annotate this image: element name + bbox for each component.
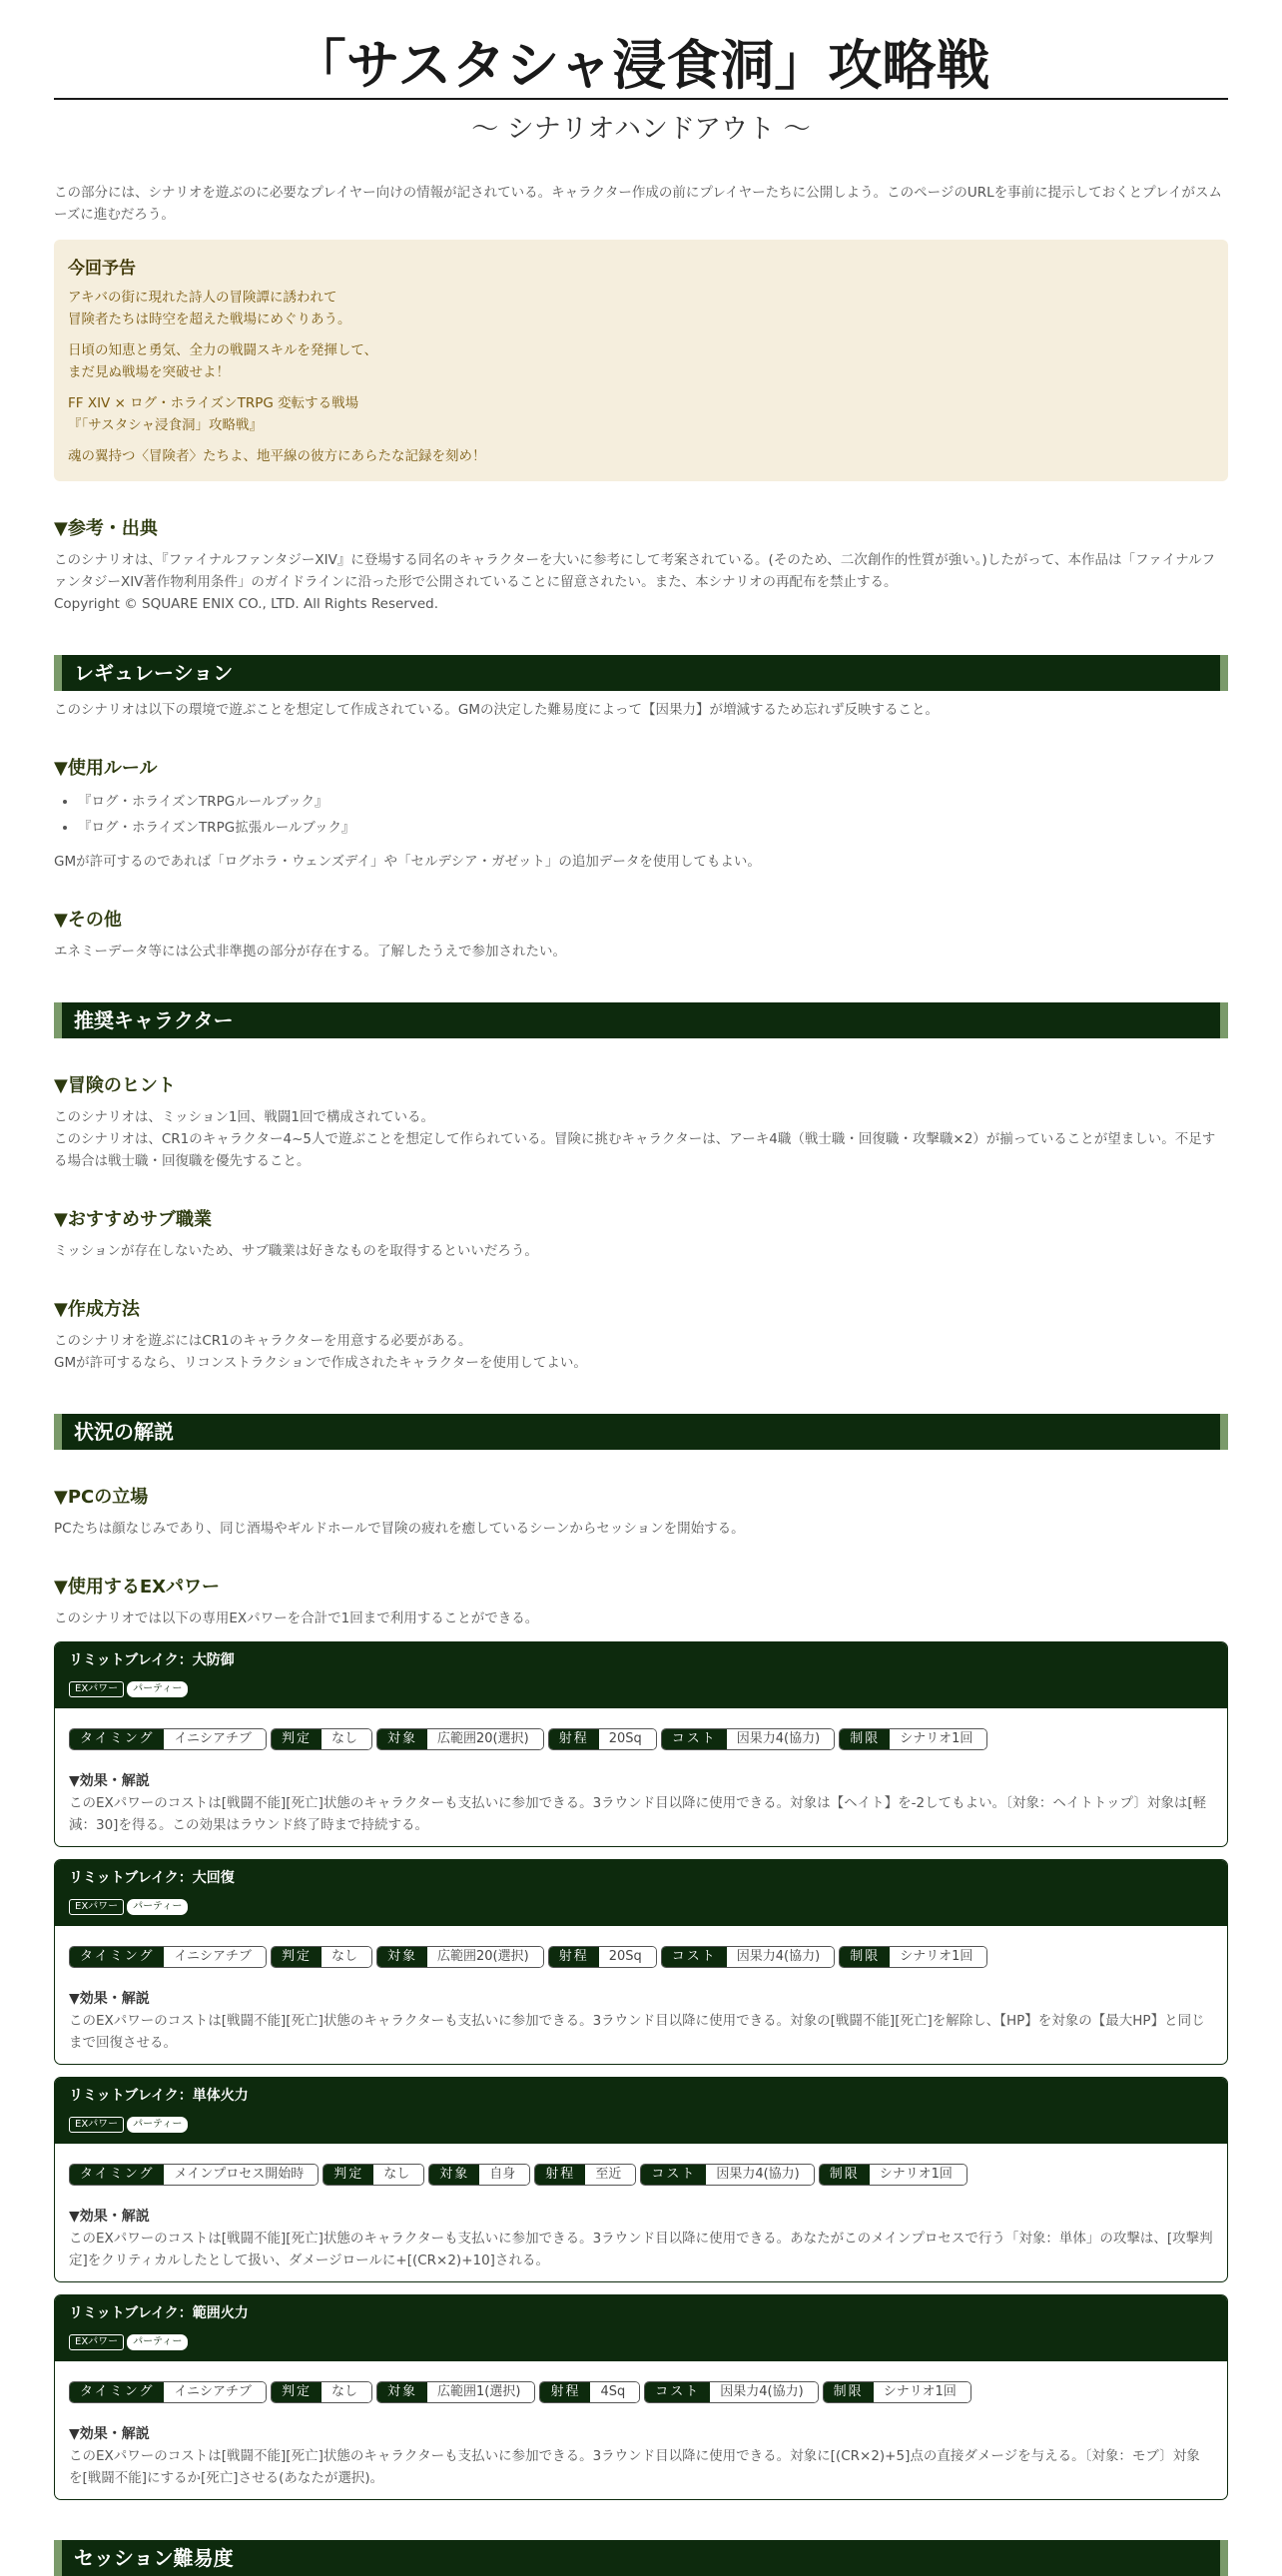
ex-power-card [54, 2294, 1228, 2500]
stat-item [839, 1728, 987, 1750]
stat-label: コスト [641, 2165, 706, 2185]
preview-box [54, 240, 1228, 481]
effect-text: このEXパワーのコストは[戦闘不能][死亡]状態のキャラクターも支払いに参加できる。3ラウンド目以降に使用できる。対象に[(CR×2)+5]点の直接ダメージを与える。〔対象：モブ〕対象を[戦闘不能]にするか[死亡]させる(あなたが選択)。 [69, 2447, 1200, 2486]
preview-paragraph: 魂の翼持つ〈冒険者〉たちよ、地平線の彼方にあらたな記録を刻め！ [68, 447, 486, 464]
stat-item [69, 2164, 319, 2186]
stat-label: 射程 [540, 2382, 590, 2402]
stat-item [661, 1946, 835, 1968]
rules-list [54, 789, 1228, 841]
stat-value: メインプロセス開始時 [164, 2165, 318, 2185]
reference-heading: ▼参考・出典 [54, 517, 158, 539]
tag-list [69, 1894, 1213, 1915]
stat-label: コスト [662, 1729, 727, 1749]
regulation-heading: レギュレーション [54, 655, 1228, 691]
card-header [55, 1642, 1227, 1708]
card-title: リミットブレイク：大防御 [69, 1651, 235, 1668]
stat-value: シナリオ1回 [874, 2382, 970, 2402]
stat-value: シナリオ1回 [890, 1729, 986, 1749]
stat-value: 因果力4(協力) [710, 2382, 817, 2402]
stat-item [322, 2164, 424, 2186]
effect-heading: ▼効果・解説 [69, 2425, 150, 2442]
title-divider [54, 98, 1228, 100]
stat-item [69, 2381, 267, 2403]
stat-item [819, 2164, 967, 2186]
other-text: エネミーデータ等には公式非準拠の部分が存在する。了解したうえで参加されたい。 [54, 943, 566, 960]
stat-label: タイミング [70, 2165, 164, 2185]
stat-value: 至近 [585, 2165, 635, 2185]
hint-text: このシナリオは、ミッション1回、戦闘1回で構成されている。 このシナリオは、CR1のキャラクター4~5人で遊ぶことを想定して作られている。冒険に挑むキャラクターは、アーキ4職（戦士職・回復職・攻撃職×2）が揃っていることが望ましい。不足する場合は戦士職・回復職を優先すること。 [54, 1108, 1216, 1169]
rules-note: GMが許可するのであれば「ログホラ・ウェンズデイ」や「セルデシア・ガゼット」の追加データを使用してもよい。 [54, 853, 761, 870]
preview-paragraph: アキバの街に現れた詩人の冒険譚に誘われて 冒険者たちは時空を超えた戦場にめぐりあう。 [68, 289, 351, 327]
stat-label: コスト [662, 1947, 727, 1967]
stat-item [839, 1946, 987, 1968]
stat-label: 対象 [377, 1729, 427, 1749]
stat-item [271, 2381, 372, 2403]
stat-label: 射程 [549, 1947, 599, 1967]
ex-power-tag: EXパワー [69, 1681, 124, 1697]
pc-text: PCたちは顔なじみであり、同じ酒場やギルドホールで冒険の疲れを癒しているシーンからセッションを開始する。 [54, 1520, 745, 1537]
difficulty-heading: セッション難易度 [54, 2540, 1228, 2576]
ex-power-text: このシナリオでは以下の専用EXパワーを合計で1回まで利用することができる。 [54, 1610, 539, 1626]
stat-label: 射程 [549, 1729, 599, 1749]
ex-power-card [54, 1641, 1228, 1847]
stat-value: 因果力4(協力) [706, 2165, 813, 2185]
page-title: 「サスタシャ浸食洞」攻略戦 [292, 33, 990, 97]
stat-item [271, 1946, 372, 1968]
effect-heading: ▼効果・解説 [69, 2208, 150, 2225]
ex-power-heading: ▼使用するEXパワー [54, 1576, 221, 1598]
ex-power-list [54, 1641, 1228, 2500]
stat-label: 判定 [323, 2165, 373, 2185]
intro-text: この部分には、シナリオを遊ぶのに必要なプレイヤー向けの情報が記されている。キャラクター作成の前にプレイヤーたちに公開しよう。このページのURLを事前に提示しておくとプレイがスムーズに進むだろう。 [54, 185, 1222, 223]
card-body [55, 2361, 1227, 2499]
stat-value: 広範囲1(選択) [427, 2382, 534, 2402]
stat-value: 因果力4(協力) [727, 1729, 834, 1749]
stat-item [69, 1728, 267, 1750]
stat-label: 判定 [272, 1947, 321, 1967]
stat-item [69, 1946, 267, 1968]
card-body [55, 1926, 1227, 2064]
stat-label: 対象 [377, 1947, 427, 1967]
stat-value: シナリオ1回 [890, 1947, 986, 1967]
stat-value: 20Sq [599, 1729, 656, 1749]
card-title: リミットブレイク：単体火力 [69, 2087, 249, 2104]
stat-value: イニシアチブ [164, 1729, 265, 1749]
reference-text: このシナリオは、『ファイナルファンタジーXIV』に登場する同名のキャラクターを大いに参考にして考案されている。(そのため、二次創作的性質が強い。)したがって、本作品は「ファイナルファンタジーXIV著作物利用条件」のガイドラインに沿った形で公開されていることに留意されたい。また、本シナリオの再配布を禁止する。 Copyright © SQUARE ENIX CO., LTD. All Rights Reserved. [54, 551, 1216, 612]
ex-power-tag: EXパワー [69, 2334, 124, 2350]
tag-list [69, 2329, 1213, 2350]
preview-paragraph: FF XIV × ログ・ホライズンTRPG 変転する戦場 『「サスタシャ浸食洞」攻略戦』 [68, 394, 359, 433]
stat-value: イニシアチブ [164, 1947, 265, 1967]
stat-label: 対象 [429, 2165, 479, 2185]
stat-row [69, 1728, 1213, 1750]
stat-label: 制限 [824, 2382, 874, 2402]
stat-value: 広範囲20(選択) [427, 1947, 543, 1967]
stat-label: タイミング [70, 2382, 164, 2402]
stat-item [548, 1946, 657, 1968]
stat-value: 4Sq [590, 2382, 639, 2402]
ex-power-card [54, 2077, 1228, 2282]
stat-item [376, 1728, 544, 1750]
card-title: リミットブレイク：大回復 [69, 1869, 235, 1886]
preview-heading: 今回予告 [68, 258, 136, 279]
party-tag: パーティー [127, 2117, 188, 2133]
stat-value: イニシアチブ [164, 2382, 265, 2402]
subclass-text: ミッションが存在しないため、サブ職業は好きなものを取得するといいだろう。 [54, 1242, 538, 1259]
stat-value: なし [373, 2165, 423, 2185]
stat-label: タイミング [70, 1729, 164, 1749]
stat-label: 判定 [272, 2382, 321, 2402]
ex-power-card [54, 1859, 1228, 2065]
list-item: • 『ログ・ホライズンTRPGルールブック』 [78, 789, 1228, 815]
effect-text: このEXパワーのコストは[戦闘不能][死亡]状態のキャラクターも支払いに参加できる。3ラウンド目以降に使用できる。対象は【ヘイト】を-2してもよい。〔対象：ヘイトトップ〕対象は[軽減：30]を得る。この効果はラウンド終了時まで持続する。 [69, 1794, 1207, 1833]
preview-paragraph: 日頃の知恵と勇気、全力の戦闘スキルを発揮して、 まだ見ぬ戦場を突破せよ！ [68, 341, 378, 380]
stat-item [661, 1728, 835, 1750]
stat-item [640, 2164, 814, 2186]
hint-heading: ▼冒険のヒント [54, 1074, 176, 1096]
stat-item [376, 2381, 535, 2403]
other-heading: ▼その他 [54, 909, 122, 931]
card-body [55, 2144, 1227, 2281]
stat-label: 制限 [820, 2165, 870, 2185]
stat-row [69, 1946, 1213, 1968]
stat-value: シナリオ1回 [870, 2165, 966, 2185]
stat-label: タイミング [70, 1947, 164, 1967]
ex-power-tag: EXパワー [69, 2117, 124, 2133]
card-header [55, 2295, 1227, 2361]
rules-heading: ▼使用ルール [54, 757, 158, 779]
effect-text: このEXパワーのコストは[戦闘不能][死亡]状態のキャラクターも支払いに参加できる。3ラウンド目以降に使用できる。対象の[戦闘不能][死亡]を解除し、【HP】を対象の【最大HP】と同じまで回復させる。 [69, 2012, 1205, 2051]
stat-label: 制限 [840, 1729, 890, 1749]
pc-heading: ▼PCの立場 [54, 1486, 149, 1508]
regulation-text: このシナリオは以下の環境で遊ぶことを想定して作成されている。GMの決定した難易度によって【因果力】が増減するため忘れず反映すること。 [54, 701, 939, 718]
list-item: • 『ログ・ホライズンTRPG拡張ルールブック』 [78, 815, 1228, 841]
stat-item [428, 2164, 530, 2186]
stat-item [823, 2381, 971, 2403]
effect-text: このEXパワーのコストは[戦闘不能][死亡]状態のキャラクターも支払いに参加できる。3ラウンド目以降に使用できる。あなたがこのメインプロセスで行う「対象：単体」の攻撃は、[攻撃判定]をクリティカルしたとして扱い、ダメージロールに+[(CR×2)+10]される。 [69, 2230, 1213, 2268]
stat-value: 広範囲20(選択) [427, 1729, 543, 1749]
card-body [55, 1708, 1227, 1846]
stat-label: コスト [645, 2382, 710, 2402]
stat-value: なし [321, 1729, 371, 1749]
situation-heading: 状況の解説 [54, 1414, 1228, 1450]
effect-heading: ▼効果・解説 [69, 1772, 150, 1789]
tag-list [69, 1676, 1213, 1697]
card-header [55, 2078, 1227, 2144]
tag-list [69, 2112, 1213, 2133]
subclass-heading: ▼おすすめサブ職業 [54, 1208, 213, 1230]
stat-label: 対象 [377, 2382, 427, 2402]
stat-row [69, 2381, 1213, 2403]
stat-label: 制限 [840, 1947, 890, 1967]
card-header [55, 1860, 1227, 1926]
party-tag: パーティー [127, 1681, 188, 1697]
page-subtitle: ～ シナリオハンドアウト ～ [471, 114, 811, 145]
stat-value: なし [321, 1947, 371, 1967]
stat-item [548, 1728, 657, 1750]
stat-item [376, 1946, 544, 1968]
party-tag: パーティー [127, 2334, 188, 2350]
stat-value: 自身 [479, 2165, 529, 2185]
stat-value: 20Sq [599, 1947, 656, 1967]
stat-row [69, 2164, 1213, 2186]
characters-heading: 推奨キャラクター [54, 1002, 1228, 1038]
stat-item [644, 2381, 818, 2403]
ex-power-tag: EXパワー [69, 1899, 124, 1915]
creation-heading: ▼作成方法 [54, 1298, 140, 1320]
card-title: リミットブレイク：範囲火力 [69, 2304, 249, 2321]
stat-value: 因果力4(協力) [727, 1947, 834, 1967]
party-tag: パーティー [127, 1899, 188, 1915]
stat-value: なし [321, 2382, 371, 2402]
stat-label: 判定 [272, 1729, 321, 1749]
stat-item [534, 2164, 636, 2186]
effect-heading: ▼効果・解説 [69, 1990, 150, 2007]
creation-text: このシナリオを遊ぶにはCR1のキャラクターを用意する必要がある。 GMが許可するなら、リコンストラクションで作成されたキャラクターを使用してよい。 [54, 1332, 587, 1371]
stat-item [271, 1728, 372, 1750]
stat-item [539, 2381, 640, 2403]
stat-label: 射程 [535, 2165, 585, 2185]
